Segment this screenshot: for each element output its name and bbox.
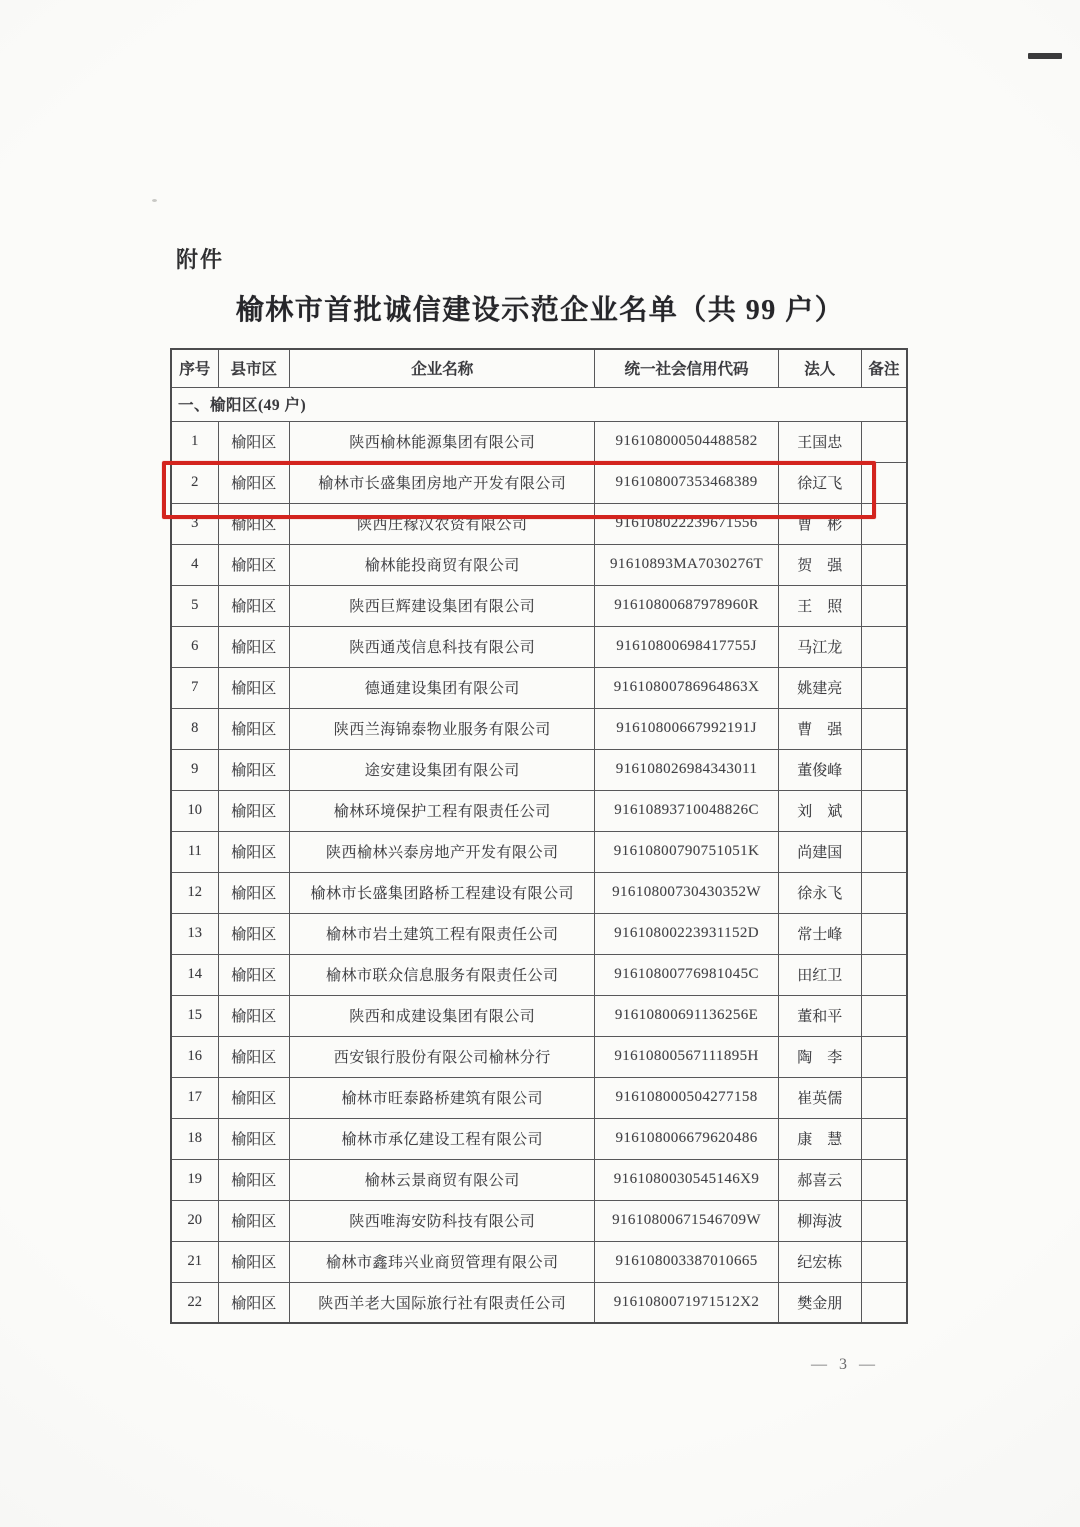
cell-company: 榆林能投商贸有限公司 bbox=[289, 544, 594, 585]
section-label: 一、榆阳区(49 户) bbox=[171, 387, 907, 421]
cell-legal: 郝喜云 bbox=[778, 1159, 861, 1200]
cell-district: 榆阳区 bbox=[218, 1159, 289, 1200]
cell-no: 9 bbox=[171, 749, 218, 790]
cell-district: 榆阳区 bbox=[218, 626, 289, 667]
cell-company: 榆林市鑫玮兴业商贸管理有限公司 bbox=[289, 1241, 594, 1282]
cell-remark bbox=[861, 872, 907, 913]
cell-code: 91610800790751051K bbox=[595, 831, 778, 872]
cell-legal: 陶 李 bbox=[778, 1036, 861, 1077]
table-row bbox=[171, 749, 907, 790]
cell-district: 榆阳区 bbox=[218, 1200, 289, 1241]
cell-legal: 尚建国 bbox=[778, 831, 861, 872]
table-row bbox=[171, 1200, 907, 1241]
cell-company: 榆林市长盛集团房地产开发有限公司 bbox=[289, 462, 594, 503]
cell-code: 916108007353468389 bbox=[595, 462, 778, 503]
table-row bbox=[171, 544, 907, 585]
cell-no: 7 bbox=[171, 667, 218, 708]
cell-remark bbox=[861, 1282, 907, 1323]
cell-district: 榆阳区 bbox=[218, 585, 289, 626]
table-row bbox=[171, 913, 907, 954]
cell-district: 榆阳区 bbox=[218, 954, 289, 995]
cell-no: 6 bbox=[171, 626, 218, 667]
cell-company: 陕西榆林兴泰房地产开发有限公司 bbox=[289, 831, 594, 872]
cell-remark bbox=[861, 1200, 907, 1241]
cell-no: 14 bbox=[171, 954, 218, 995]
cell-district: 榆阳区 bbox=[218, 995, 289, 1036]
cell-remark bbox=[861, 954, 907, 995]
cell-remark bbox=[861, 626, 907, 667]
table-row bbox=[171, 872, 907, 913]
cell-district: 榆阳区 bbox=[218, 1118, 289, 1159]
cell-no: 3 bbox=[171, 503, 218, 544]
header-no: 序号 bbox=[171, 349, 218, 387]
cell-company: 陕西和成建设集团有限公司 bbox=[289, 995, 594, 1036]
header-company: 企业名称 bbox=[289, 349, 594, 387]
cell-district: 榆阳区 bbox=[218, 1077, 289, 1118]
cell-code: 9161080071971512X2 bbox=[595, 1282, 778, 1323]
cell-legal: 董俊峰 bbox=[778, 749, 861, 790]
cell-legal: 马江龙 bbox=[778, 626, 861, 667]
table-body bbox=[171, 387, 907, 1323]
cell-code: 91610800786964863X bbox=[595, 667, 778, 708]
cell-remark bbox=[861, 790, 907, 831]
table-row bbox=[171, 1282, 907, 1323]
table-row bbox=[171, 421, 907, 462]
cell-remark bbox=[861, 585, 907, 626]
cell-legal: 崔英儒 bbox=[778, 1077, 861, 1118]
cell-no: 17 bbox=[171, 1077, 218, 1118]
cell-legal: 徐辽飞 bbox=[778, 462, 861, 503]
cell-district: 榆阳区 bbox=[218, 1282, 289, 1323]
cell-code: 916108003387010665 bbox=[595, 1241, 778, 1282]
cell-no: 5 bbox=[171, 585, 218, 626]
cell-company: 榆林市旺泰路桥建筑有限公司 bbox=[289, 1077, 594, 1118]
table-row bbox=[171, 585, 907, 626]
table-row bbox=[171, 954, 907, 995]
cell-remark bbox=[861, 708, 907, 749]
table-row bbox=[171, 1241, 907, 1282]
page-number: — 3 — bbox=[811, 1356, 879, 1373]
cell-legal: 王 照 bbox=[778, 585, 861, 626]
table-row bbox=[171, 1118, 907, 1159]
table-row bbox=[171, 708, 907, 749]
cell-code: 916108022239671556 bbox=[595, 503, 778, 544]
cell-code: 91610800776981045C bbox=[595, 954, 778, 995]
cell-company: 榆林市长盛集团路桥工程建设有限公司 bbox=[289, 872, 594, 913]
cell-code: 91610893710048826C bbox=[595, 790, 778, 831]
cell-district: 榆阳区 bbox=[218, 1241, 289, 1282]
cell-legal: 王国忠 bbox=[778, 421, 861, 462]
cell-code: 91610800671546709W bbox=[595, 1200, 778, 1241]
cell-code: 91610800687978960R bbox=[595, 585, 778, 626]
cell-district: 榆阳区 bbox=[218, 708, 289, 749]
cell-district: 榆阳区 bbox=[218, 749, 289, 790]
cell-no: 13 bbox=[171, 913, 218, 954]
table-row bbox=[171, 503, 907, 544]
cell-no: 21 bbox=[171, 1241, 218, 1282]
document-title: 榆林市首批诚信建设示范企业名单（共 99 户） bbox=[235, 295, 845, 326]
cell-code: 916108006679620486 bbox=[595, 1118, 778, 1159]
section-row bbox=[171, 387, 907, 421]
cell-legal: 纪宏栋 bbox=[778, 1241, 861, 1282]
cell-district: 榆阳区 bbox=[218, 831, 289, 872]
cell-remark bbox=[861, 831, 907, 872]
cell-no: 8 bbox=[171, 708, 218, 749]
cell-company: 陕西通茂信息科技有限公司 bbox=[289, 626, 594, 667]
cell-no: 15 bbox=[171, 995, 218, 1036]
cell-district: 榆阳区 bbox=[218, 1036, 289, 1077]
cell-remark bbox=[861, 462, 907, 503]
table-header-row bbox=[171, 349, 907, 387]
cell-remark bbox=[861, 749, 907, 790]
cell-legal: 柳海波 bbox=[778, 1200, 861, 1241]
scan-artifact-mark bbox=[1028, 53, 1062, 59]
table-row bbox=[171, 790, 907, 831]
cell-no: 20 bbox=[171, 1200, 218, 1241]
header-remark: 备注 bbox=[861, 349, 907, 387]
cell-legal: 徐永飞 bbox=[778, 872, 861, 913]
table-row bbox=[171, 1077, 907, 1118]
cell-code: 916108026984343011 bbox=[595, 749, 778, 790]
attachment-label: 附件 bbox=[176, 247, 225, 272]
cell-company: 陕西唯海安防科技有限公司 bbox=[289, 1200, 594, 1241]
cell-code: 91610800567111895H bbox=[595, 1036, 778, 1077]
table-row bbox=[171, 626, 907, 667]
cell-district: 榆阳区 bbox=[218, 462, 289, 503]
cell-remark bbox=[861, 667, 907, 708]
header-legal: 法人 bbox=[778, 349, 861, 387]
cell-company: 榆林市承亿建设工程有限公司 bbox=[289, 1118, 594, 1159]
cell-legal: 田红卫 bbox=[778, 954, 861, 995]
cell-district: 榆阳区 bbox=[218, 790, 289, 831]
cell-remark bbox=[861, 1118, 907, 1159]
cell-legal: 曹 彬 bbox=[778, 503, 861, 544]
cell-company: 德通建设集团有限公司 bbox=[289, 667, 594, 708]
cell-code: 91610893MA7030276T bbox=[595, 544, 778, 585]
cell-district: 榆阳区 bbox=[218, 544, 289, 585]
cell-company: 陕西羊老大国际旅行社有限责任公司 bbox=[289, 1282, 594, 1323]
table-row bbox=[171, 1036, 907, 1077]
cell-district: 榆阳区 bbox=[218, 667, 289, 708]
cell-legal: 贺 强 bbox=[778, 544, 861, 585]
header-code: 统一社会信用代码 bbox=[595, 349, 778, 387]
cell-code: 91610800667992191J bbox=[595, 708, 778, 749]
cell-company: 陕西庄稼汉农资有限公司 bbox=[289, 503, 594, 544]
cell-no: 11 bbox=[171, 831, 218, 872]
cell-code: 916108000504277158 bbox=[595, 1077, 778, 1118]
cell-code: 916108000504488582 bbox=[595, 421, 778, 462]
cell-company: 榆林环境保护工程有限责任公司 bbox=[289, 790, 594, 831]
cell-code: 9161080030545146X9 bbox=[595, 1159, 778, 1200]
cell-remark bbox=[861, 1159, 907, 1200]
header-district: 县市区 bbox=[218, 349, 289, 387]
cell-code: 91610800223931152D bbox=[595, 913, 778, 954]
cell-legal: 刘 斌 bbox=[778, 790, 861, 831]
cell-company: 榆林市岩土建筑工程有限责任公司 bbox=[289, 913, 594, 954]
cell-company: 西安银行股份有限公司榆林分行 bbox=[289, 1036, 594, 1077]
enterprise-table bbox=[170, 348, 908, 1324]
cell-no: 16 bbox=[171, 1036, 218, 1077]
cell-no: 2 bbox=[171, 462, 218, 503]
cell-district: 榆阳区 bbox=[218, 503, 289, 544]
cell-remark bbox=[861, 995, 907, 1036]
cell-no: 10 bbox=[171, 790, 218, 831]
cell-legal: 康 慧 bbox=[778, 1118, 861, 1159]
cell-no: 1 bbox=[171, 421, 218, 462]
cell-remark bbox=[861, 544, 907, 585]
cell-legal: 董和平 bbox=[778, 995, 861, 1036]
cell-remark bbox=[861, 913, 907, 954]
cell-no: 22 bbox=[171, 1282, 218, 1323]
cell-legal: 樊金朋 bbox=[778, 1282, 861, 1323]
cell-district: 榆阳区 bbox=[218, 872, 289, 913]
cell-company: 途安建设集团有限公司 bbox=[289, 749, 594, 790]
cell-remark bbox=[861, 421, 907, 462]
cell-district: 榆阳区 bbox=[218, 913, 289, 954]
cell-code: 91610800698417755J bbox=[595, 626, 778, 667]
cell-remark bbox=[861, 503, 907, 544]
cell-district: 榆阳区 bbox=[218, 421, 289, 462]
cell-company: 陕西兰海锦泰物业服务有限公司 bbox=[289, 708, 594, 749]
cell-company: 榆林云景商贸有限公司 bbox=[289, 1159, 594, 1200]
scan-speck bbox=[152, 199, 157, 202]
cell-remark bbox=[861, 1077, 907, 1118]
table-row bbox=[171, 462, 907, 503]
cell-no: 19 bbox=[171, 1159, 218, 1200]
cell-code: 91610800691136256E bbox=[595, 995, 778, 1036]
cell-company: 陕西榆林能源集团有限公司 bbox=[289, 421, 594, 462]
table-row bbox=[171, 667, 907, 708]
cell-company: 榆林市联众信息服务有限责任公司 bbox=[289, 954, 594, 995]
cell-legal: 常士峰 bbox=[778, 913, 861, 954]
cell-remark bbox=[861, 1036, 907, 1077]
table-row bbox=[171, 995, 907, 1036]
cell-code: 91610800730430352W bbox=[595, 872, 778, 913]
cell-no: 4 bbox=[171, 544, 218, 585]
table-row bbox=[171, 1159, 907, 1200]
cell-company: 陕西巨辉建设集团有限公司 bbox=[289, 585, 594, 626]
cell-legal: 曹 强 bbox=[778, 708, 861, 749]
cell-remark bbox=[861, 1241, 907, 1282]
table-row bbox=[171, 831, 907, 872]
cell-legal: 姚建亮 bbox=[778, 667, 861, 708]
cell-no: 12 bbox=[171, 872, 218, 913]
cell-no: 18 bbox=[171, 1118, 218, 1159]
